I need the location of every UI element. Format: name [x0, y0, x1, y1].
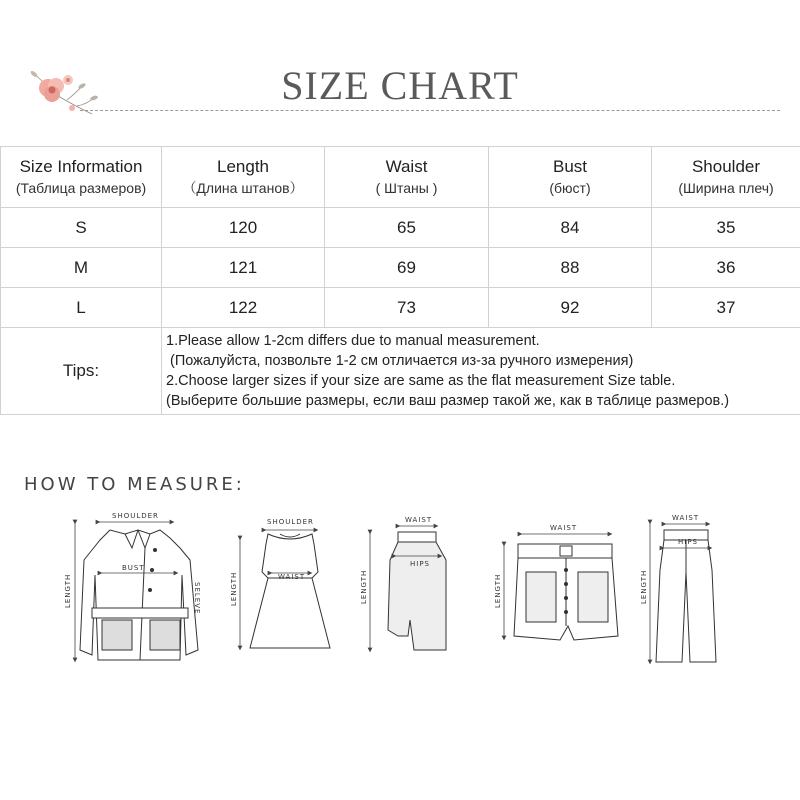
skirt-diagram-icon	[388, 532, 446, 650]
tip-line: 2.Choose larger sizes if your size are same as the flat measurement Size table.	[166, 373, 676, 389]
shoulder-cell: 37	[652, 288, 800, 328]
bust-label: BUST	[122, 564, 145, 572]
length-cell: 120	[162, 208, 325, 248]
size-cell: S	[1, 208, 162, 248]
header-cell-waist: Waist ( Штаны )	[325, 147, 489, 208]
waist-label: WAIST	[550, 524, 578, 532]
pants-diagram-icon	[656, 530, 716, 662]
size-table	[0, 146, 800, 415]
size-cell: L	[1, 288, 162, 328]
header-cell-bust: Bust (бюст)	[489, 147, 652, 208]
table-row	[1, 288, 800, 328]
length-cell: 121	[162, 248, 325, 288]
length-cell: 122	[162, 288, 325, 328]
header-cell-size-information: Size Information (Таблица размеров)	[1, 147, 162, 208]
tip-line: (Пожалуйста, позвольте 1-2 см отличается из-за ручного измерения)	[166, 353, 634, 369]
table-header-row	[1, 147, 800, 208]
length-label: LENGTH	[360, 569, 368, 604]
waist-cell: 65	[325, 208, 489, 248]
dashed-divider	[80, 110, 780, 111]
length-label: LENGTH	[230, 571, 238, 606]
shorts-diagram-icon	[514, 544, 618, 640]
header-cell-shoulder: Shoulder (Ширина плеч)	[652, 147, 800, 208]
header	[0, 0, 800, 130]
table-row	[1, 248, 800, 288]
bust-cell: 84	[489, 208, 652, 248]
bust-cell: 92	[489, 288, 652, 328]
flower-decoration-icon	[22, 62, 112, 122]
shoulder-cell: 36	[652, 248, 800, 288]
waist-label: WAIST	[405, 516, 433, 524]
tip-line: 1.Please allow 1-2cm differs due to manual measurement.	[166, 333, 540, 349]
tips-label: Tips:	[1, 328, 162, 415]
measurement-diagrams	[0, 500, 800, 680]
waist-label: WAIST	[672, 514, 700, 522]
tip-line: (Выберите большие размеры, если ваш размер такой же, как в таблице размеров.)	[166, 393, 730, 409]
waist-cell: 69	[325, 248, 489, 288]
how-to-measure-title: HOW TO MEASURE:	[24, 474, 245, 495]
tips-row	[1, 328, 800, 415]
length-label: LENGTH	[494, 573, 502, 608]
shoulder-label: SHOULDER	[112, 512, 159, 520]
hips-label: HIPS	[410, 560, 430, 568]
sleeve-label: SELEVE	[193, 582, 201, 615]
shoulder-label: SHOULDER	[267, 518, 314, 526]
hips-label: HIPS	[678, 538, 698, 546]
bust-cell: 88	[489, 248, 652, 288]
page-title: SIZE CHART	[281, 63, 519, 108]
waist-cell: 73	[325, 288, 489, 328]
header-cell-length: Length （Длина штанов）	[162, 147, 325, 208]
table-row	[1, 208, 800, 248]
size-cell: M	[1, 248, 162, 288]
dress-diagram-icon	[250, 534, 330, 648]
tips-text	[162, 328, 800, 415]
waist-label: WAIST	[278, 573, 306, 581]
jacket-diagram-icon	[80, 530, 198, 660]
length-label: LENGTH	[640, 569, 648, 604]
length-label: LENGTH	[64, 573, 72, 608]
shoulder-cell: 35	[652, 208, 800, 248]
